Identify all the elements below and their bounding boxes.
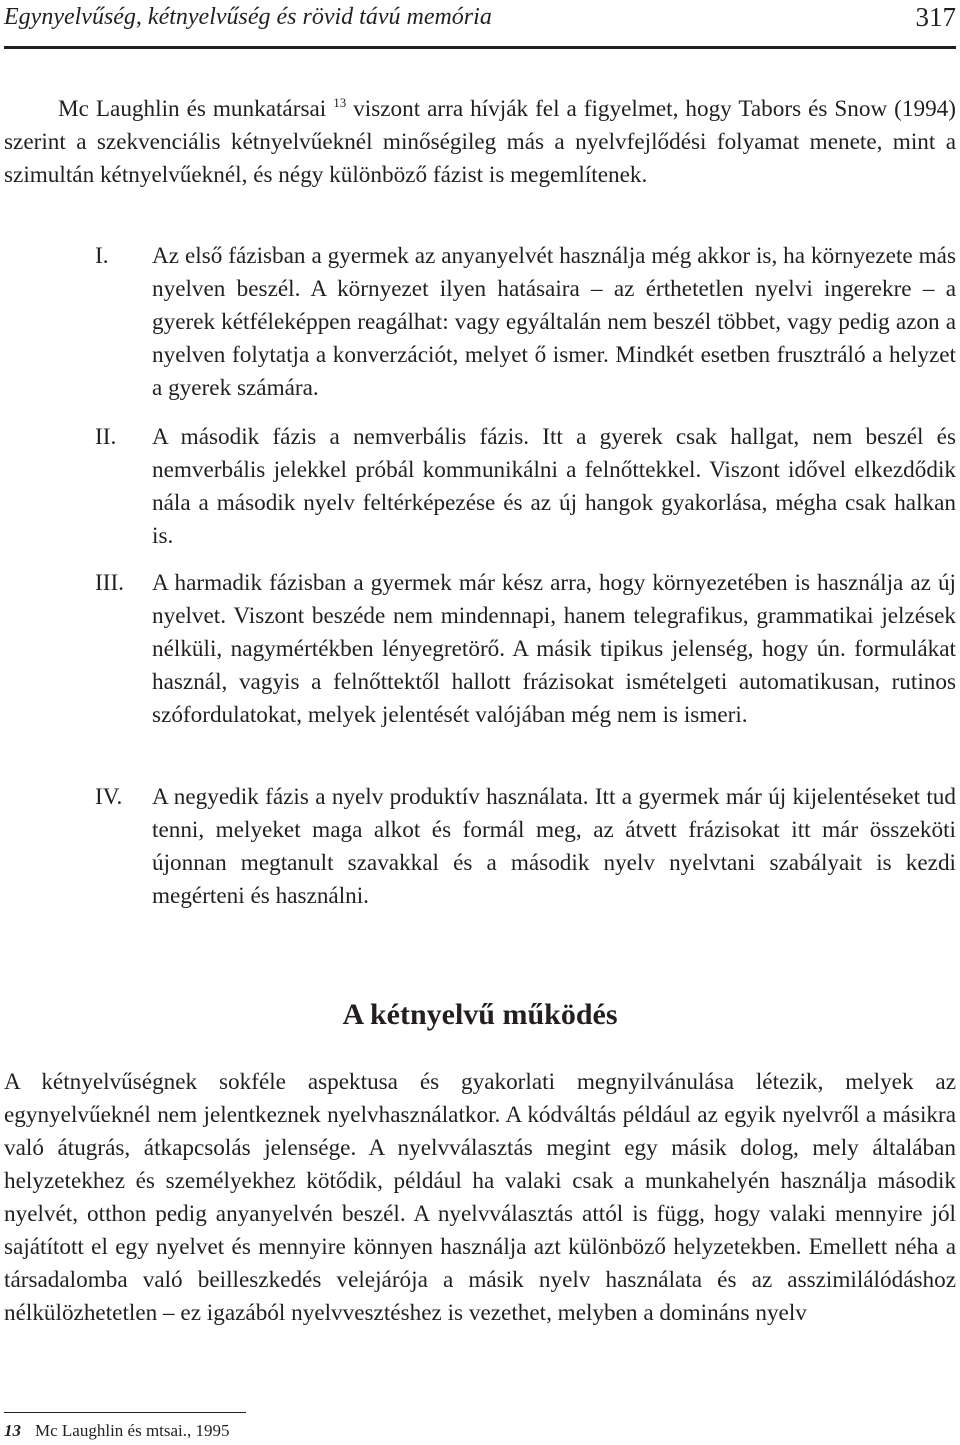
footnote-text: Mc Laughlin és mtsai., 1995 (35, 1421, 230, 1440)
section-body-paragraph: A kétnyelvűségnek sokféle aspektusa és gyakorlati megnyilvánulása létezik, melyek az egynyelvűeknél nem jelentkeznek nyelvhasználatkor. A kódváltás például az egyik nyelvről a másikra való átugrás, átkapcsolás jelensége. A nyelvválasztás megint egy másik dolog, mely általában helyzetekhez és személyekhez kötődik, például ha valaki csak a munkahelyén használja második nyelvét, otthon pedig anyanyelvén beszél. A nyelvválasztás attól is függ, hogy valaki mennyire jól sajátított el egy nyelvet és mennyire könnyen használja azt különböző helyzetekben. Emellett néha a társadalomba való beilleszkedés velejárója a másik nyelv használata és az asszimilálódáshoz nélkülözhetetlen – ez igazából nyelvvesztéshez is vezethet, melyben a domináns nyelv (4, 1069, 956, 1326)
header-rule (4, 46, 956, 49)
phase-text: A negyedik fázis a nyelv produktív használata. Itt a gyermek már új kijelentéseket tud tenni, melyeket maga alkot és formál meg, az átvett frázisokat itt már összeköti újonnan megtanult szavakkal és a második nyelv nyelvtani szabályait is kezdi megérteni és használni. (152, 784, 956, 909)
intro-text-start: Mc Laughlin és munkatársai (58, 96, 334, 122)
running-header (4, 0, 956, 40)
phase-numeral: III. (95, 570, 124, 596)
running-title: Egynyelvűség, kétnyelvűség és rövid távú memória (4, 4, 492, 30)
phase-text: A harmadik fázisban a gyermek már kész arra, hogy környezetében is használja az új nyelvet. Viszont beszéde nem mindennapi, hanem telegrafikus, grammatikai jelzések nélküli, nagymértékben lényegretörő. A másik tipikus jelenség, hogy ún. formulákat használ, vagyis a felnőttektől hallott frázisokat ismételgeti automatikusan, rutinos szófordulatokat, melyek jelentését valójában még nem is ismeri. (152, 570, 956, 728)
phase-numeral: II. (95, 424, 117, 450)
phase-numeral: IV. (95, 784, 123, 810)
page-number: 317 (915, 2, 956, 32)
intro-paragraph (4, 93, 956, 192)
footnote-reference: 13 (333, 95, 347, 110)
footnote-mark: 13 (4, 1421, 21, 1440)
phase-numeral: I. (95, 243, 109, 269)
section-heading: A kétnyelvű működés (342, 998, 618, 1031)
footnote-rule (4, 1412, 246, 1413)
phase-text: A második fázis a nemverbális fázis. Itt a gyerek csak hallgat, nem beszél és nemverbális jelekkel próbál kommunikálni a felnőttekkel. Viszont idővel elkezdődik nála a második nyelv feltérképezése és az új hangok gyakorlása, mégha csak halkan is. (152, 424, 956, 549)
footnote (4, 1420, 230, 1442)
phase-text: Az első fázisban a gyermek az anyanyelvét használja még akkor is, ha környezete más nyelven beszél. A környezet ilyen hatásaira – az érthetetlen nyelvi ingerekre – a gyerek kétféleképpen reagálhat: vagy egyáltalán nem beszél többet, vagy pedig azon a nyelven folytatja a konverzációt, melyet ő ismer. Mindkét esetben frusztráló a helyzet a gyerek számára. (152, 243, 956, 401)
intro-text-end: viszont arra hívják fel a figyelmet, hogy Tabors és Snow (1994) szerint a szekvenciális kétnyelvűeknél minőségileg más a nyelvfejlődési folyamat menete, mint a szimultán kétnyelvűeknél, és négy különböző fázist is megemlítenek. (4, 96, 956, 188)
